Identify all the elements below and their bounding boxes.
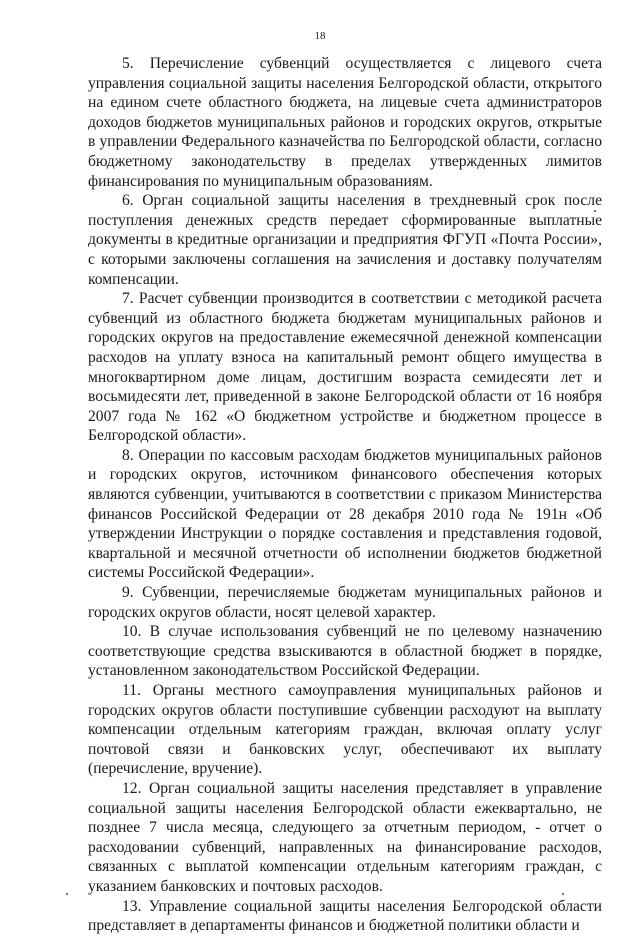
- scan-speck: [66, 893, 68, 895]
- document-body: [88, 54, 602, 936]
- paragraph-7: 7. Расчет субвенции производится в соответствии с методикой расчета субвенций из областного бюджета бюджетам муниципальных районов и городских округов на предоставление ежемесячной денежной компенсации расходов на уплату взноса на капитальный ремонт общего имущества в многоквартирном доме лицам, достигшим возраста семидесяти лет и восьмидесяти лет, приведенной в законе Белгородской области от 16 ноября 2007 года № 162 «О бюджетном устройстве и бюджетном процессе в Белгородской области».: [88, 290, 602, 445]
- paragraph-8: 8. Операции по кассовым расходам бюджетов муниципальных районов и городских округов, источником финансового обеспечения которых являются субвенции, учитываются в соответствии с приказом Министерства финансов Российской Федерации от 28 декабря 2010 года № 191н «Об утверждении Инструкции о порядке составления и представления годовой, квартальной и месячной отчетности об исполнении бюджетов бюджетной системы Российской Федерации».: [88, 446, 602, 582]
- paragraph-12: 12. Орган социальной защиты населения представляет в управление социальной защиты населения Белгородской области ежеквартально, не позднее 7 числа месяца, следующего за отчетным периодом, - отчет о расходовании субвенций, направленных на финансирование расходов, связанных с выплатой компенсации отдельным категориям граждан, с указанием банковских и почтовых расходов.: [88, 779, 602, 895]
- paragraph-9: 9. Субвенции, перечисляемые бюджетам муниципальных районов и городских округов области, носят целевой характер.: [88, 584, 602, 621]
- scan-speck: [594, 210, 596, 212]
- paragraph-11: 11. Органы местного самоуправления муниципальных районов и городских округов области поступившие субвенции расходуют на выплату компенсации отдельным категориям граждан, включая оплату услуг почтовой связи и банковских услуг, обеспечивают их выплату (перечисление, вручение).: [88, 682, 602, 778]
- paragraph-10: 10. В случае использования субвенций не по целевому назначению соответствующие средства взыскиваются в областной бюджет в порядке, установленном законодательством Российской Федерации.: [88, 623, 602, 680]
- page-number: 18: [314, 30, 326, 42]
- paragraph-5: 5. Перечисление субвенций осуществляется с лицевого счета управления социальной защиты населения Белгородской области, открытого на едином счете областного бюджета, на лицевые счета администраторов доходов бюджетов муниципальных районов и городских округов, открытые в управлении Федерального казначейства по Белгородской области, согласно бюджетному законодательству в пределах утвержденных лимитов финансирования по муниципальным образованиям.: [88, 55, 602, 190]
- scan-speck: [562, 893, 564, 895]
- paragraph-13: 13. Управление социальной защиты населения Белгородской области представляет в департаменты финансов и бюджетной политики области и: [88, 897, 602, 935]
- paragraph-6: 6. Орган социальной защиты населения в трехдневный срок после поступления денежных средств передает сформированные выплатные документы в кредитные организации и предприятия ФГУП «Почта России», с которыми заключены соглашения на зачисления и доставку получателям компенсации.: [88, 192, 602, 288]
